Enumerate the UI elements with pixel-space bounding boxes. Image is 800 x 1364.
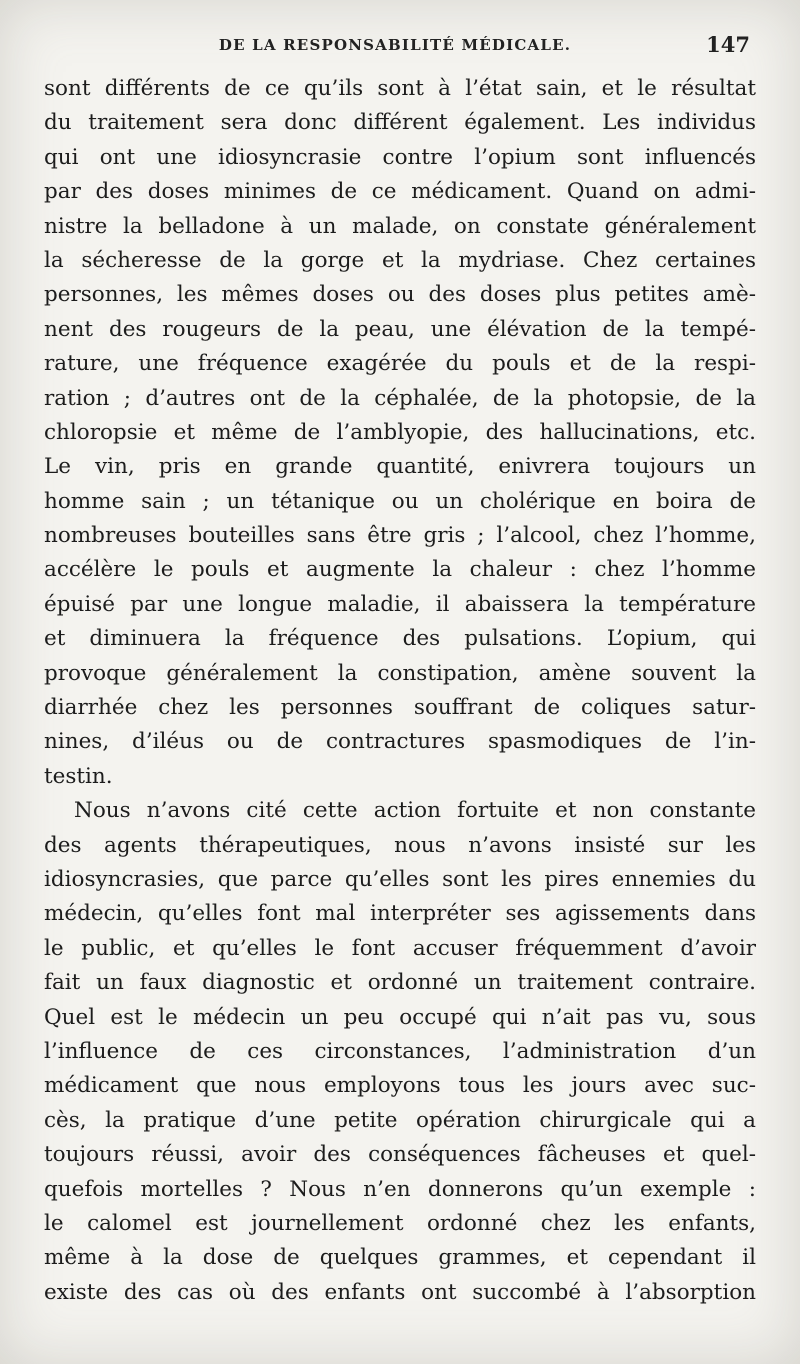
body-text (44, 72, 756, 1310)
text-line: et diminuera la fréquence des pulsations. L’opium, qui (44, 626, 756, 652)
text-line: épuisé par une longue maladie, il abaissera la température (44, 591, 756, 617)
running-head: DE LA RESPONSABILITÉ MÉDICALE. (218, 36, 572, 54)
text-line: le calomel est journellement ordonné chez les enfants, (44, 1210, 756, 1236)
text-line: du traitement sera donc différent également. Les individus (44, 110, 756, 136)
text-line: nent des rougeurs de la peau, une élévation de la tempé- (44, 316, 756, 342)
text-line: existe des cas où des enfants ont succombé à l’absorption (44, 1279, 756, 1305)
text-line: personnes, les mêmes doses ou des doses plus petites amè- (44, 282, 756, 308)
text-line: homme sain ; un tétanique ou un cholérique en boira de (44, 488, 756, 514)
text-line: provoque généralement la constipation, amène souvent la (44, 660, 756, 686)
text-line: chloropsie et même de l’amblyopie, des hallucinations, etc. (44, 419, 756, 445)
text-line: ration ; d’autres ont de la céphalée, de la photopsie, de la (44, 385, 756, 411)
text-line: la sécheresse de la gorge et la mydriase. Chez certaines (44, 247, 756, 273)
paragraph-first-line: Nous n’avons cité cette action fortuite et non constante (74, 798, 756, 824)
page-header (40, 34, 750, 64)
text-line: cès, la pratique d’une petite opération chirurgicale qui a (44, 1107, 756, 1133)
text-line: même à la dose de quelques grammes, et cependant il (44, 1245, 756, 1271)
text-line: sont différents de ce qu’ils sont à l’état sain, et le résultat (44, 76, 756, 101)
text-line: toujours réussi, avoir des conséquences fâcheuses et quel- (44, 1142, 756, 1168)
text-line: médicament que nous employons tous les jours avec suc- (44, 1073, 756, 1099)
text-line: le public, et qu’elles le font accuser fréquemment d’avoir (44, 935, 756, 961)
text-line: l’influence de ces circonstances, l’administration d’un (44, 1038, 756, 1064)
text-line: par des doses minimes de ce médicament. Quand on admi- (44, 179, 756, 205)
text-line: idiosyncrasies, que parce qu’elles sont les pires ennemies du (44, 866, 756, 892)
text-line: nombreuses bouteilles sans être gris ; l’alcool, chez l’homme, (44, 523, 756, 549)
text-line: nines, d’iléus ou de contractures spasmodiques de l’in- (44, 729, 756, 755)
text-line: médecin, qu’elles font mal interpréter ses agissements dans (44, 901, 756, 927)
text-line: rature, une fréquence exagérée du pouls et de la respi- (44, 351, 756, 377)
text-line: quefois mortelles ? Nous n’en donnerons qu’un exemple : (44, 1176, 756, 1202)
paragraph-last-line: testin. (44, 763, 113, 789)
text-line: diarrhée chez les personnes souffrant de coliques satur- (44, 695, 756, 721)
text-line: nistre la belladone à un malade, on constate généralement (44, 213, 756, 239)
text-line: des agents thérapeutiques, nous n’avons insisté sur les (44, 832, 756, 858)
text-line: Quel est le médecin un peu occupé qui n’ait pas vu, sous (44, 1004, 756, 1030)
text-line: accélère le pouls et augmente la chaleur : chez l’homme (44, 557, 756, 583)
page-number: 147 (706, 32, 750, 57)
text-line: Le vin, pris en grande quantité, enivrera toujours un (44, 454, 756, 480)
text-line: fait un faux diagnostic et ordonné un traitement contraire. (44, 970, 756, 996)
text-line: qui ont une idiosyncrasie contre l’opium sont influencés (44, 144, 756, 170)
